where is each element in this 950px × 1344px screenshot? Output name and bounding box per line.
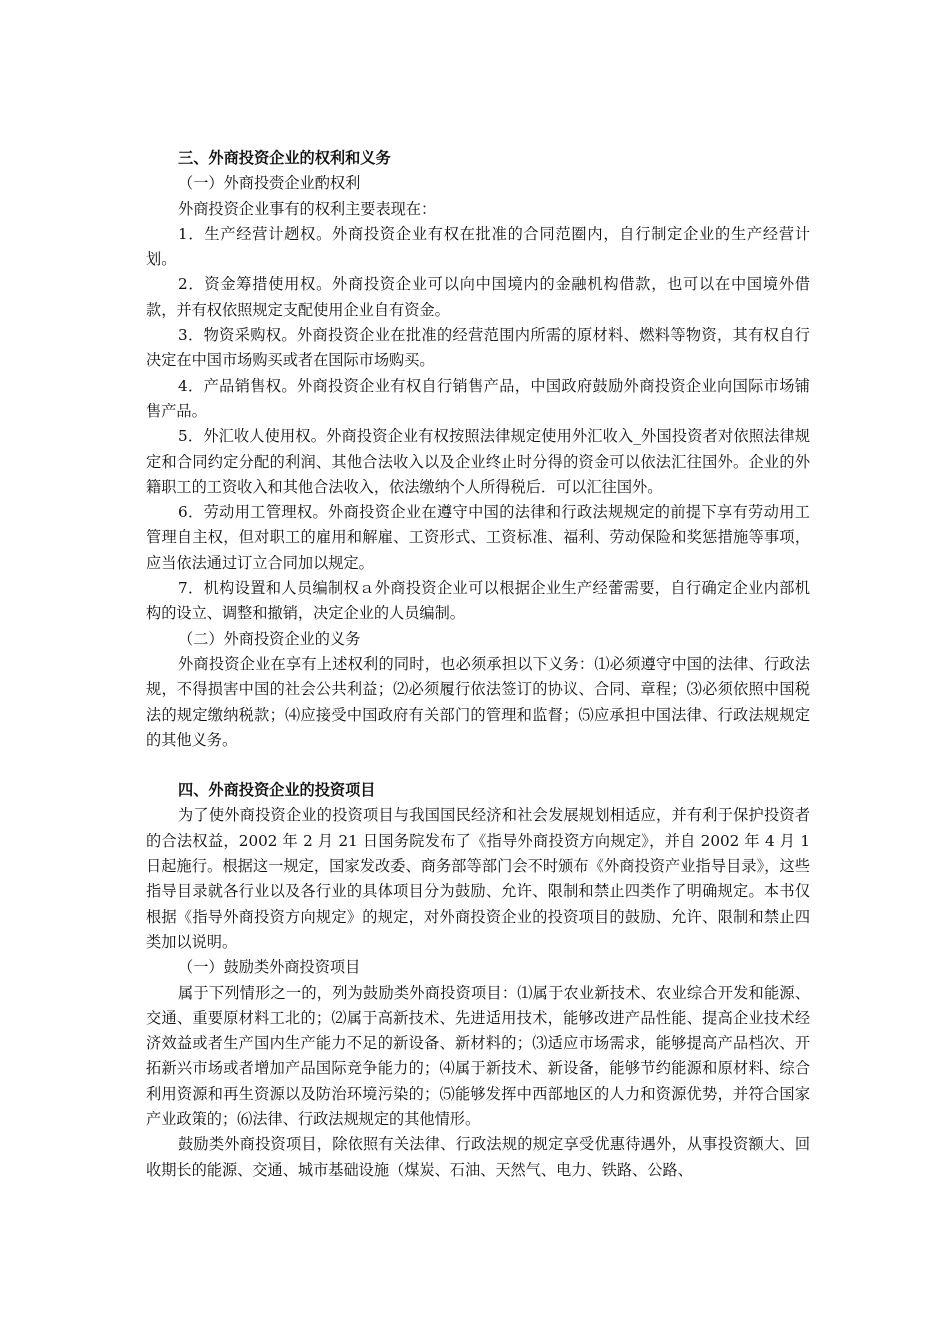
encouraged-paragraph-2: 鼓励类外商投资项目，除依照有关法律、行政法规的规定享受优惠待遇外，从事投资额大、回收期长的能源、交通、城市基础设施（煤炭、石油、天然气、电力、铁路、公路、 — [146, 1135, 810, 1179]
right-item-1: 1．生产经营计趔权。外商投资企业有权在批准的合同范圈内，自行制定企业的生产经营计划。 — [146, 224, 810, 269]
document-page — [146, 146, 810, 1183]
section-3-sub-1: （一）外商投赍企业酌权利 — [178, 174, 361, 193]
right-item-3: 3．物资采购权。外商投资企业在批准的经营范围内所需的原材料、燃料等物资，其有权自行决定在中国市场购买或者在国际市场购买。 — [146, 326, 810, 370]
section-3-sub-2: （二）外商投资企业的义务 — [178, 629, 361, 648]
right-item-5: 5．外汇收人使用权。外商投资企业有权按照法律规定使用外汇收入_外国投资者对依照法律规定和合同约定分配的利润、其他合法收入以及企业终止时分得的资金可以依法汇往国外。企业的外籍职工的工资收入和其他合法收入，依法缴纳个人所得税后．可以汇往国外。 — [146, 427, 810, 496]
right-item-2: 2．资金筹措使用权。外商投资企业可以向中国境内的金融机构借款，也可以在中国境外借款，并有权依照规定支配使用企业自有资金。 — [146, 275, 810, 319]
right-item-4: 4．产品销售权。外商投资企业有权自行销售产品，中国政府鼓励外商投资企业向国际市场铺售产品。 — [146, 376, 810, 420]
section-3-intro: 外商投资企业事有的权利主要表现在： — [178, 199, 437, 218]
section-3-title: 三、外商投资企业的权利和义务 — [178, 149, 391, 167]
duties-paragraph: 外商投资企业在享有上述权利的同时，也必须承担以下义务：⑴必须遵守中国的法律、行政法规，不得损害中国的社会公共利益；⑵必须履行依法签订的协议、合同、章程；⑶必须依照中国税法的规定缴纳税款；⑷应接受中国政府有关部门的管理和监督；⑸应承担中国法律、行政法规规定的其他义务。 — [146, 654, 810, 749]
section-4-sub-1: （一）鼓励类外商投资项目 — [178, 958, 361, 977]
right-item-7: 7．机构设置和人员编制权ａ外商投资企业可以根据企业生产经蕾需要，自行确定企业内部机构的设立、调整和撤销，决定企业的人员编制。 — [146, 579, 810, 623]
section-gap — [146, 753, 810, 778]
section-4-title: 四、外商投资企业的投资项目 — [178, 781, 376, 800]
section-4-intro: 为了使外商投资企业的投资项目与我国国民经济和社会发展规划相适应，并有利于保护投资者的合法权益，2002 年 2 月 21 日国务院发布了《指导外商投资方向规定》，并自 2002 年 4 月 1 日起施行。根据这一规定，国家发改委、商务部等部门会不时颁布《外商投资产业指导目录》，这些指导目录就各行业以及各行业的具体项目分为鼓励、允许、限制和禁止四类作了明确规定。本书仅根据《指导外商投资方向规定》的规定，对外商投资企业的投资项目的鼓励、允许、限制和禁止四类加以说明。 — [146, 806, 810, 951]
encouraged-paragraph-1: 属于下列情形之一的，列为鼓励类外商投资项目：⑴属于农业新技术、农业综合开发和能源、交通、重要原材料工北的；⑵属于高新技术、先进适用技术，能够改进产品性能、提高企业技术经济效益或者生产国内生产能力不足的新设备、新材料的；⑶适应市场需求，能够提高产品档次、开拓新兴市场或者增加产品国际竞争能力的；⑷属于新技术、新设备，能够节约能源和原材料、综合利用资源和再生资源以及防治环境污染的；⑸能够发挥中西部地区的人力和资源优势，并符合国家产业政策的；⑹法律、行政法规规定的其他情形。 — [146, 983, 810, 1128]
right-item-6: 6．劳动用工管理权。外商投资企业在遵守中国的法律和行政法规规定的前提下享有劳动用工管理自主权，但对职工的雇用和解雇、工资形式、工资标准、福利、劳动保险和奖惩措施等事项，应当依法通过订立合同加以规定。 — [146, 503, 810, 572]
